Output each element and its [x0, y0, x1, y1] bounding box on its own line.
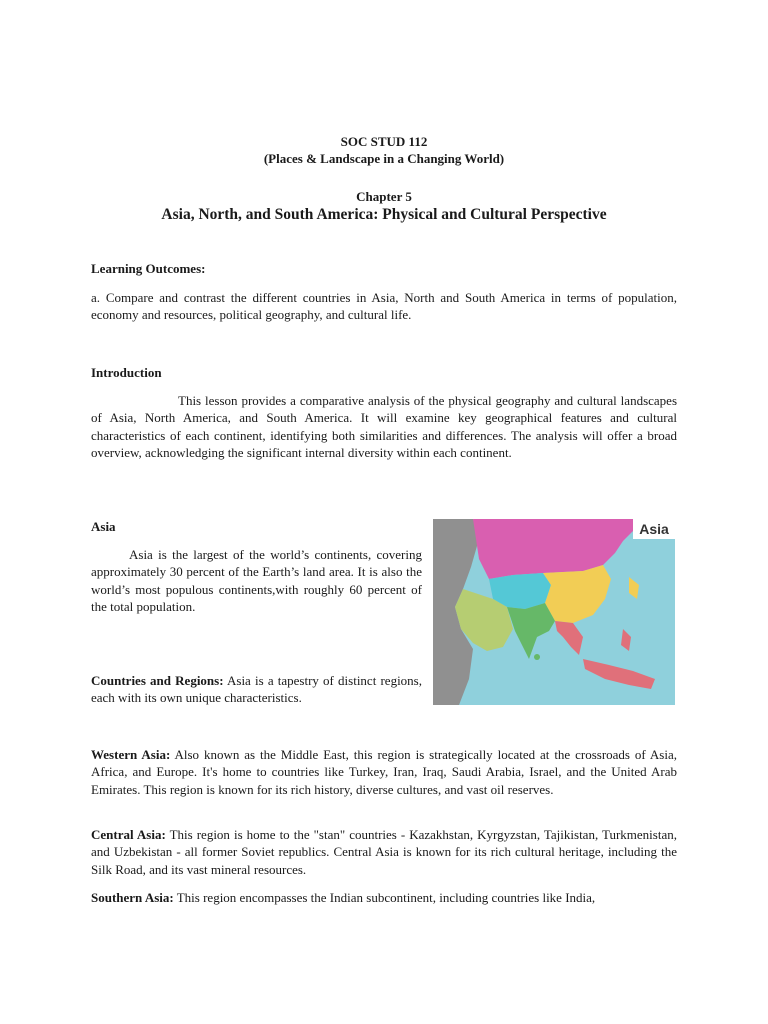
southern-asia-paragraph	[91, 889, 677, 906]
western-asia-label: Western Asia:	[91, 747, 171, 762]
course-code: SOC STUD 112	[340, 134, 428, 149]
asia-map	[433, 519, 675, 705]
asia-map-title: Asia	[633, 519, 675, 539]
learning-outcomes-heading: Learning Outcomes:	[91, 261, 206, 276]
asia-body: Asia is the largest of the world’s continents, covering approximately 30 percent of the Earth’s land area. It is also the world’s most populous continents,with roughly 60 percent of the total population.	[91, 547, 422, 615]
southern-asia-label: Southern Asia:	[91, 890, 174, 905]
countries-regions-paragraph	[91, 672, 422, 707]
asia-map-graphic	[433, 519, 675, 705]
western-asia-paragraph	[91, 746, 677, 798]
asia-heading: Asia	[91, 519, 116, 534]
introduction-body: This lesson provides a comparative analysis of the physical geography and cultural landscapes of Asia, North America, and South America. It will examine key geographical features and cultural characteristics of each continent, identifying both similarities and differences. The analysis will offer a broad overview, acknowledging the significant internal diversity within each continent.	[91, 393, 677, 461]
countries-regions-text: Asia is a tapestry of distinct regions, each with its own unique characteristics.	[91, 673, 422, 706]
central-asia-label: Central Asia:	[91, 827, 166, 842]
countries-regions-label: Countries and Regions:	[91, 673, 224, 688]
introduction-heading: Introduction	[91, 365, 162, 380]
western-asia-text: Also known as the Middle East, this region is strategically located at the crossroads of Asia, Africa, and Europe. It's home to countries like Turkey, Iran, Iraq, Saudi Arabia, Israel, and the United Arab Emirates. This region is known for its rich history, diverse cultures, and vast oil reserves.	[91, 747, 677, 797]
course-name: (Places & Landscape in a Changing World)	[263, 151, 505, 166]
learning-outcome-a: a. Compare and contrast the different countries in Asia, North and South America in terms of population, economy and resources, political geography, and cultural life.	[91, 290, 677, 323]
chapter-number: Chapter 5	[356, 189, 412, 204]
southern-asia-text: This region encompasses the Indian subcontinent, including countries like India,	[173, 890, 596, 905]
central-asia-text: This region is home to the "stan" countries - Kazakhstan, Kyrgyzstan, Tajikistan, Turkmenistan, and Uzbekistan - all former Soviet republics. Central Asia is known for its rich cultural heritage, including the Silk Road, and its vast mineral resources.	[91, 827, 677, 877]
central-asia-paragraph	[91, 826, 677, 878]
chapter-title: Asia, North, and South America: Physical and Cultural Perspective	[161, 206, 607, 223]
